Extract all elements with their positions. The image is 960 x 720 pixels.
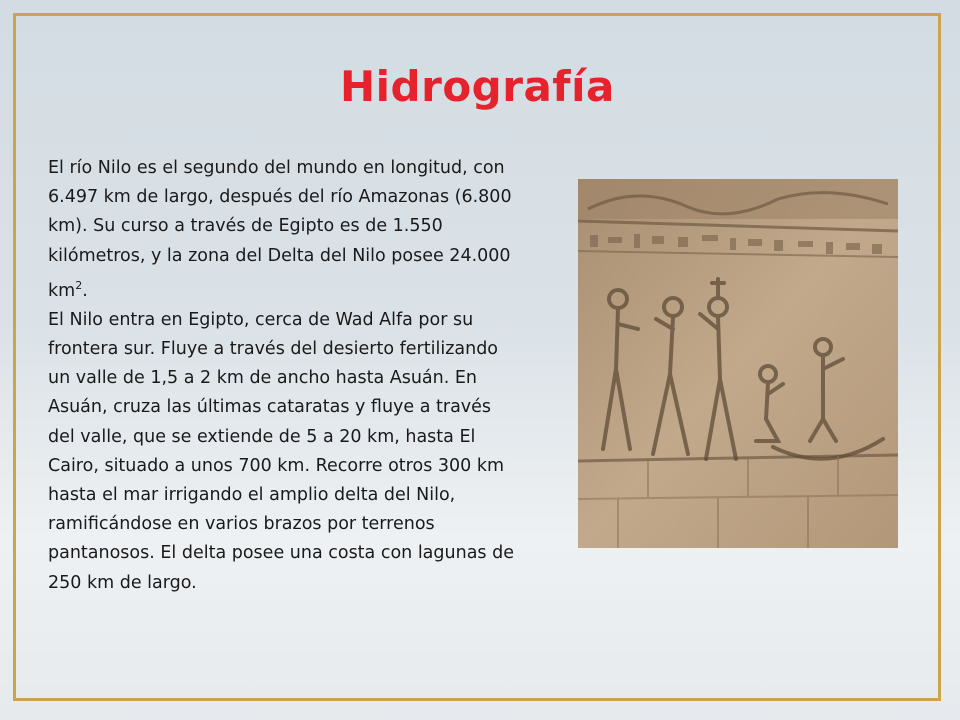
paragraph-1 [48, 154, 518, 306]
slide-body [48, 154, 518, 598]
egyptian-relief-image [578, 179, 898, 548]
paragraph-1-end: . [82, 280, 88, 301]
paragraph-2: El Nilo entra en Egipto, cerca de Wad Alfa por su frontera sur. Fluye a través del desierto fertilizando un valle de 1,5 a 2 km de ancho hasta Asuán. En Asuán, cruza las últimas cataratas y fluye a través del valle, que se extiende de 5 a 20 km, hasta El Cairo, situado a unos 700 km. Recorre otros 300 km hasta el mar irrigando el amplio delta del Nilo, ramificándose en varios brazos por terrenos pantanosos. El delta posee una costa con lagunas de 250 km de largo. [48, 309, 514, 593]
paragraph-1-superscript: 2 [75, 278, 83, 292]
paragraph-1-text: El río Nilo es el segundo del mundo en longitud, con 6.497 km de largo, después del río Amazonas (6.800 km). Su curso a través de Egipto es de 1.550 kilómetros, y la zona del Delta del Nilo posee 24.000 km [48, 158, 512, 301]
slide-title: Hidrografía [340, 62, 615, 111]
